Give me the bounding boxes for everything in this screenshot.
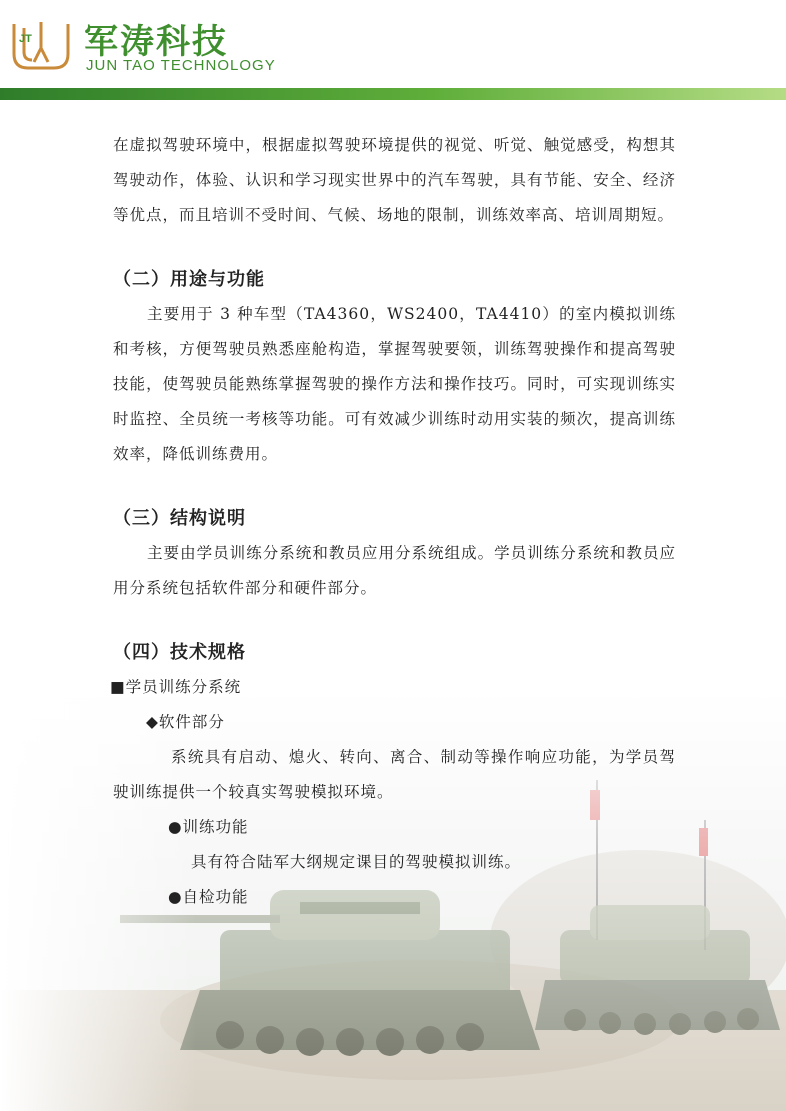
page-header [0,0,786,100]
training-function-heading: ●训练功能 [168,818,249,836]
document-body [110,128,676,915]
selfcheck-function-heading: ●自检功能 [168,888,249,906]
logo-letter-j: JT [19,33,32,45]
brand-name-cn: 军涛科技 [84,22,228,62]
brand-name-en: JUN TAO TECHNOLOGY [86,57,276,74]
structure-paragraph: 主要由学员训练分系统和教员应用分系统组成。学员训练分系统和教员应用分系统包括软件部分和硬件部分。 [113,544,676,597]
header-green-bar [0,88,786,100]
company-logo-icon [10,18,72,72]
software-paragraph: 系统具有启动、熄火、转向、离合、制动等操作响应功能，为学员驾驶训练提供一个较真实驾驶模拟环境。 [113,748,676,801]
usage-paragraph: 主要用于 3 种车型（TA4360，WS2400，TA4410）的室内模拟训练和考核，方便驾驶员熟悉座舱构造，掌握驾驶要领，训练驾驶操作和提高驾驶技能，使驾驶员能熟练掌握驾驶的操作方法和操作技巧。同时，可实现训练实时监控、全员统一考核等功能。可有效减少训练时动用实装的频次，提高训练效率，降低训练费用。 [113,305,676,463]
subsystem-heading: ■学员训练分系统 [110,678,242,696]
software-part-heading: ◆软件部分 [146,713,225,731]
section-heading-usage: （二）用途与功能 [113,269,265,290]
training-function-description: 具有符合陆军大纲规定课目的驾驶模拟训练。 [191,853,522,871]
intro-paragraph: 在虚拟驾驶环境中，根据虚拟驾驶环境提供的视觉、听觉、触觉感受，构想其驾驶动作，体验、认识和学习现实世界中的汽车驾驶，具有节能、安全、经济等优点，而且培训不受时间、气候、场地的限制，训练效率高、培训周期短。 [113,136,676,224]
section-heading-structure: （三）结构说明 [113,508,246,529]
section-heading-specs: （四）技术规格 [113,642,246,663]
